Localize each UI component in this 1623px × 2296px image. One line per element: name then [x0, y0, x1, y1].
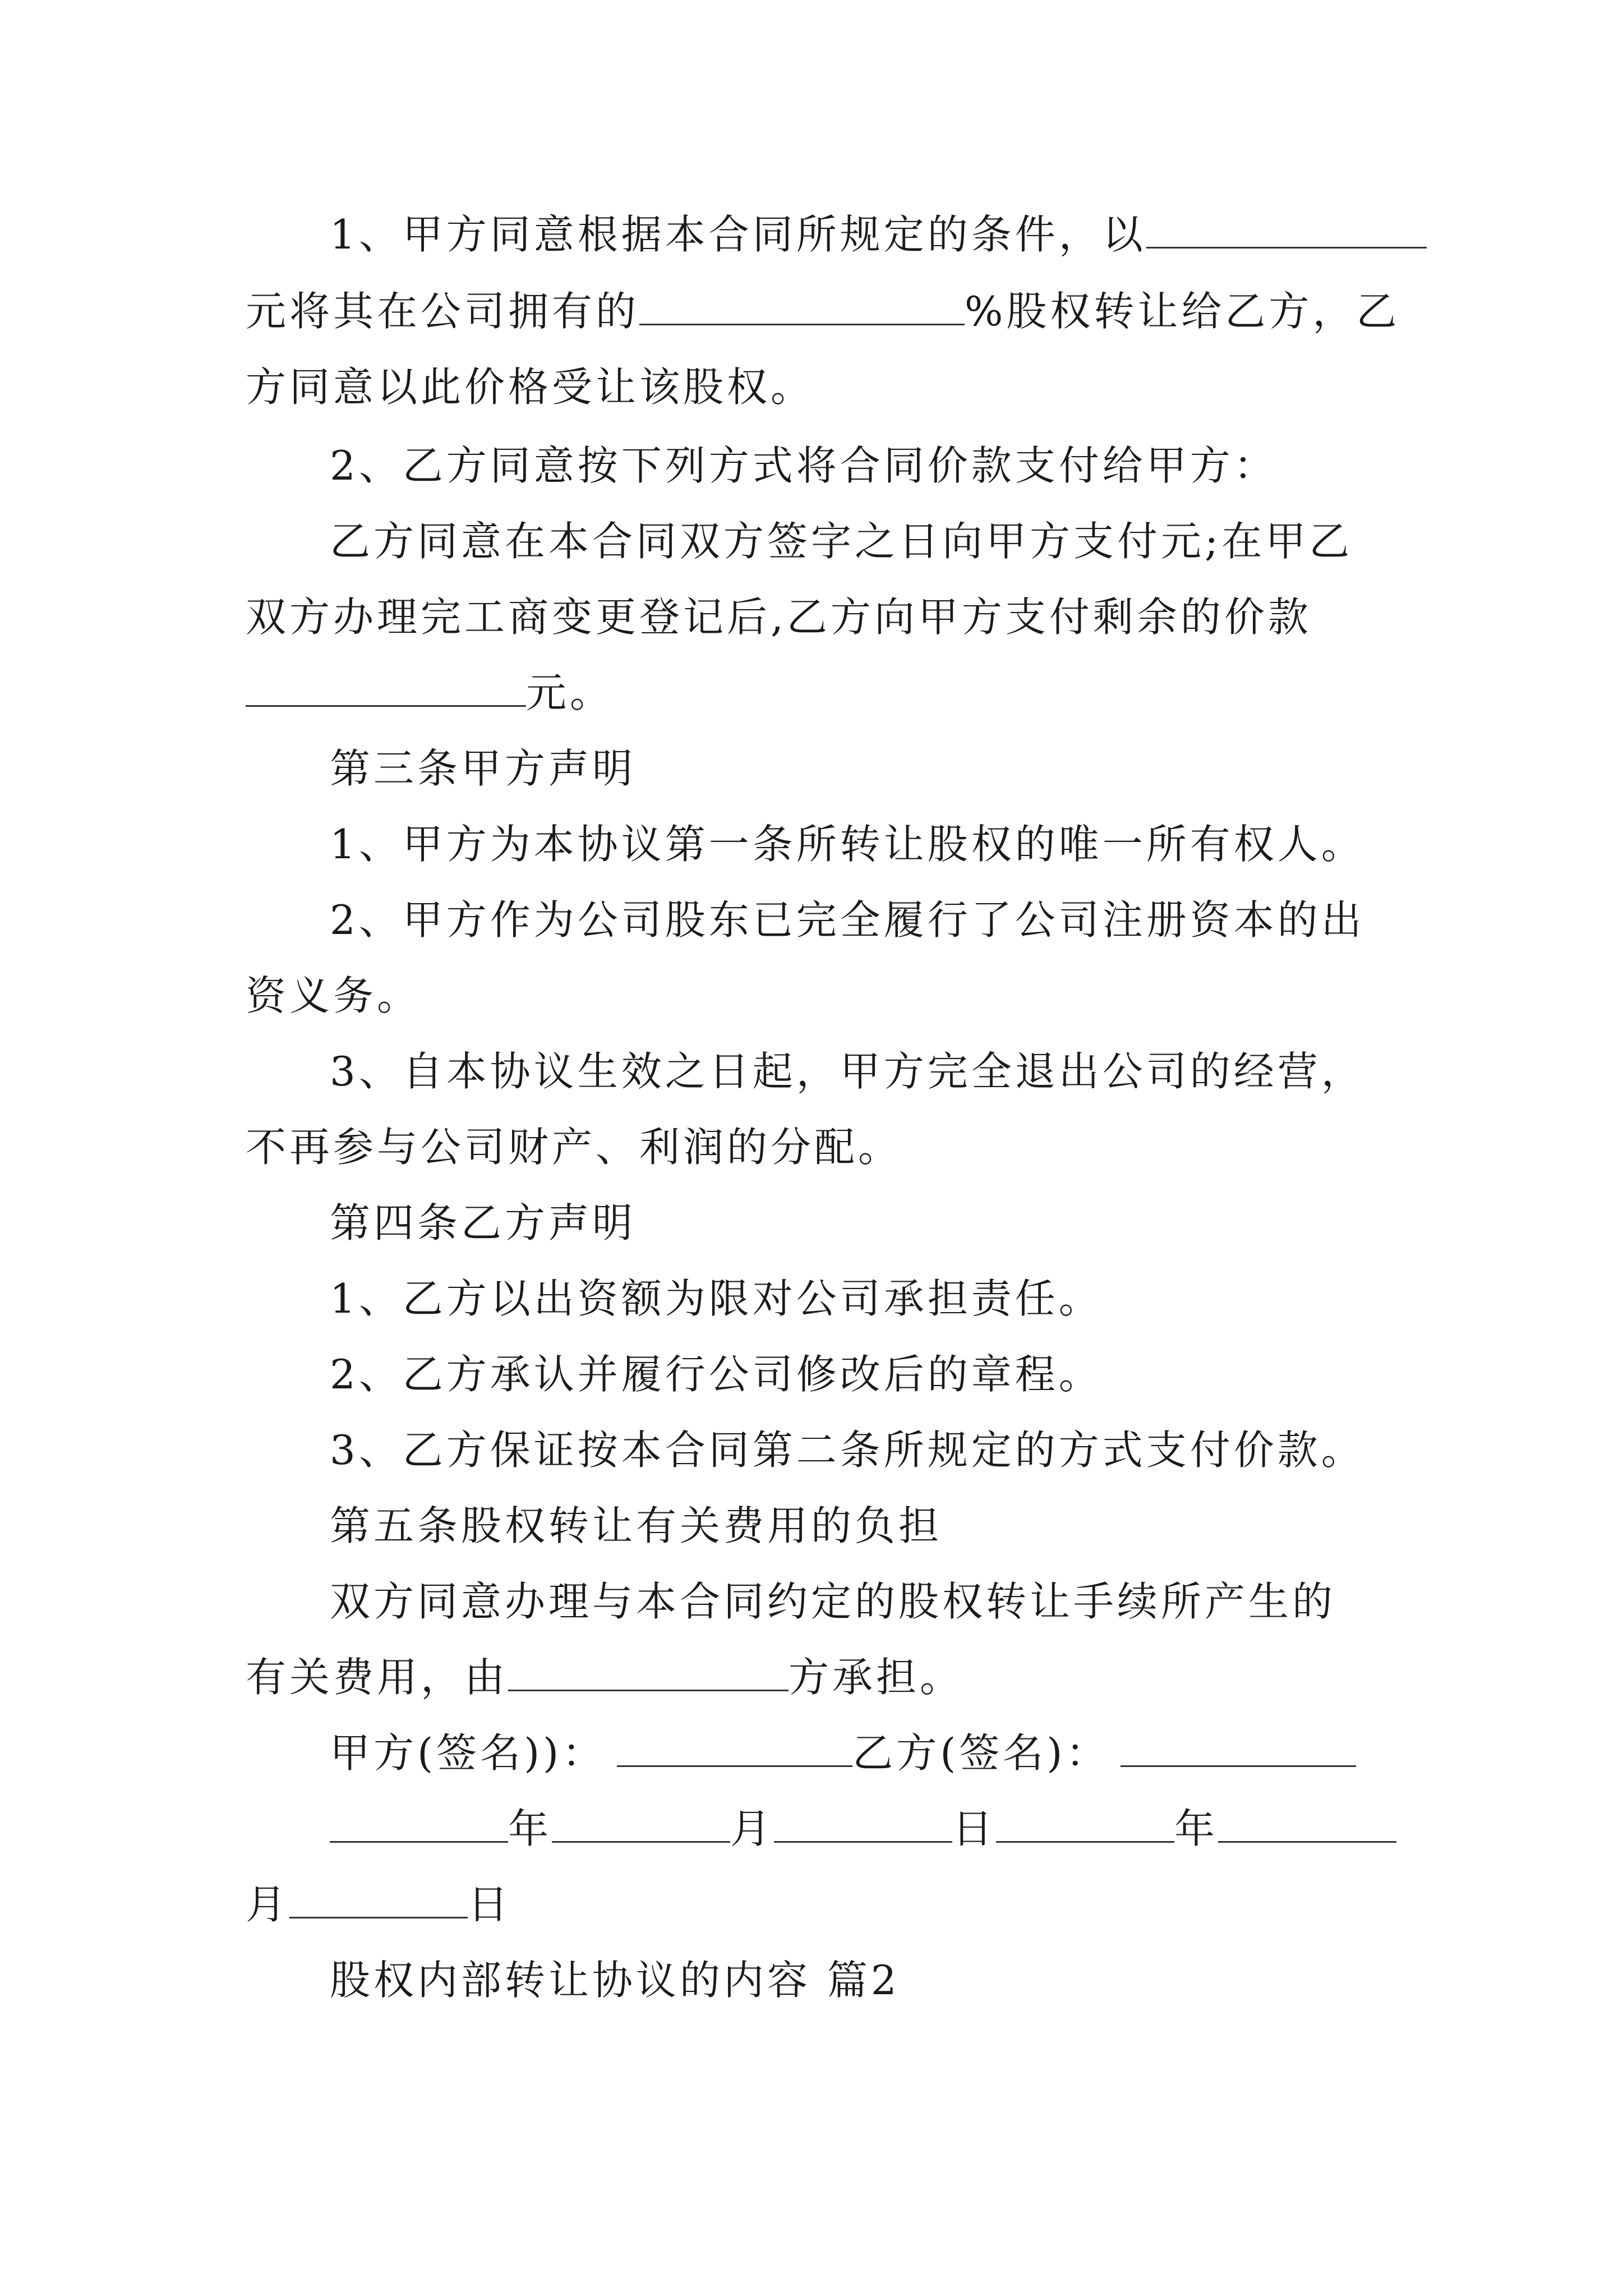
month-blank: [1218, 1805, 1396, 1843]
clause-2-item-1-line-3: 方同意以此价格受让该股权。: [246, 364, 815, 411]
party-a-signature-blank: [617, 1729, 852, 1767]
payment-terms-line-2: 双方办理完工商变更登记后,乙方向甲方支付剩余的价款: [246, 593, 1312, 641]
article-3-title: 第三条甲方声明: [330, 745, 637, 792]
date-line-2: [246, 1876, 511, 1938]
text-run: %股权转让给乙方，乙: [965, 288, 1400, 335]
month-blank: [552, 1805, 730, 1843]
month-label: 月: [730, 1805, 774, 1852]
remaining-amount-blank: [246, 669, 526, 707]
day-label: 日: [952, 1805, 997, 1852]
article-3-item-1: 1、甲方为本协议第一条所转让股权的唯一所有权人。: [330, 821, 1365, 868]
article-4-title: 第四条乙方声明: [330, 1199, 637, 1246]
text-run: 元将其在公司拥有的: [246, 288, 640, 335]
text-run: 有关费用，由: [246, 1654, 509, 1701]
text-run: 元。: [526, 669, 614, 716]
year-blank: [996, 1805, 1174, 1843]
next-section-heading: 股权内部转让协议的内容 篇2: [330, 1957, 900, 2004]
article-4-item-1: 1、乙方以出资额为限对公司承担责任。: [330, 1275, 1103, 1322]
party-a-signature-label: 甲方(签名))：: [330, 1729, 606, 1777]
signature-line: [330, 1725, 1356, 1787]
clause-2-item-1-line-1: [330, 206, 1427, 268]
clause-2-item-1-line-2: [246, 283, 1400, 345]
party-b-signature-label: 乙方(签名)：: [852, 1729, 1110, 1777]
payment-terms-line-1: 乙方同意在本合同双方签字之日向甲方支付元;在甲乙: [330, 518, 1353, 565]
year-label: 年: [508, 1805, 552, 1852]
article-5-title: 第五条股权转让有关费用的负担: [330, 1502, 943, 1549]
article-3-item-2-line-1: 2、甲方作为公司股东已完全履行了公司注册资本的出: [330, 896, 1365, 944]
payment-terms-line-3: [246, 665, 614, 726]
article-3-item-2-line-2: 资义务。: [246, 972, 421, 1019]
article-4-item-2: 2、乙方承认并履行公司修改后的章程。: [330, 1351, 1103, 1398]
year-label: 年: [1174, 1805, 1219, 1852]
month-label: 月: [246, 1881, 290, 1928]
article-5-body-line-2: [246, 1649, 963, 1711]
day-label: 日: [468, 1881, 512, 1928]
clause-2-item-2: 2、乙方同意按下列方式将合同价款支付给甲方：: [330, 442, 1278, 489]
article-4-item-3: 3、乙方保证按本合同第二条所规定的方式支付价款。: [330, 1427, 1365, 1474]
day-blank: [289, 1881, 468, 1918]
cost-bearer-blank: [508, 1654, 789, 1691]
text-run: 1、甲方同意根据本合同所规定的条件，以: [330, 211, 1146, 258]
day-blank: [774, 1805, 952, 1843]
text-run: 方承担。: [789, 1654, 964, 1701]
price-blank: [1146, 211, 1427, 249]
article-3-item-3-line-1: 3、自本协议生效之日起，甲方完全退出公司的经营，: [330, 1048, 1365, 1095]
party-b-signature-blank: [1121, 1729, 1356, 1767]
article-5-body-line-1: 双方同意办理与本合同约定的股权转让手续所产生的: [330, 1578, 1336, 1625]
year-blank: [330, 1805, 508, 1843]
article-3-item-3-line-2: 不再参与公司财产、利润的分配。: [246, 1124, 902, 1171]
percent-blank: [639, 288, 965, 325]
date-line-1: [330, 1801, 1396, 1862]
